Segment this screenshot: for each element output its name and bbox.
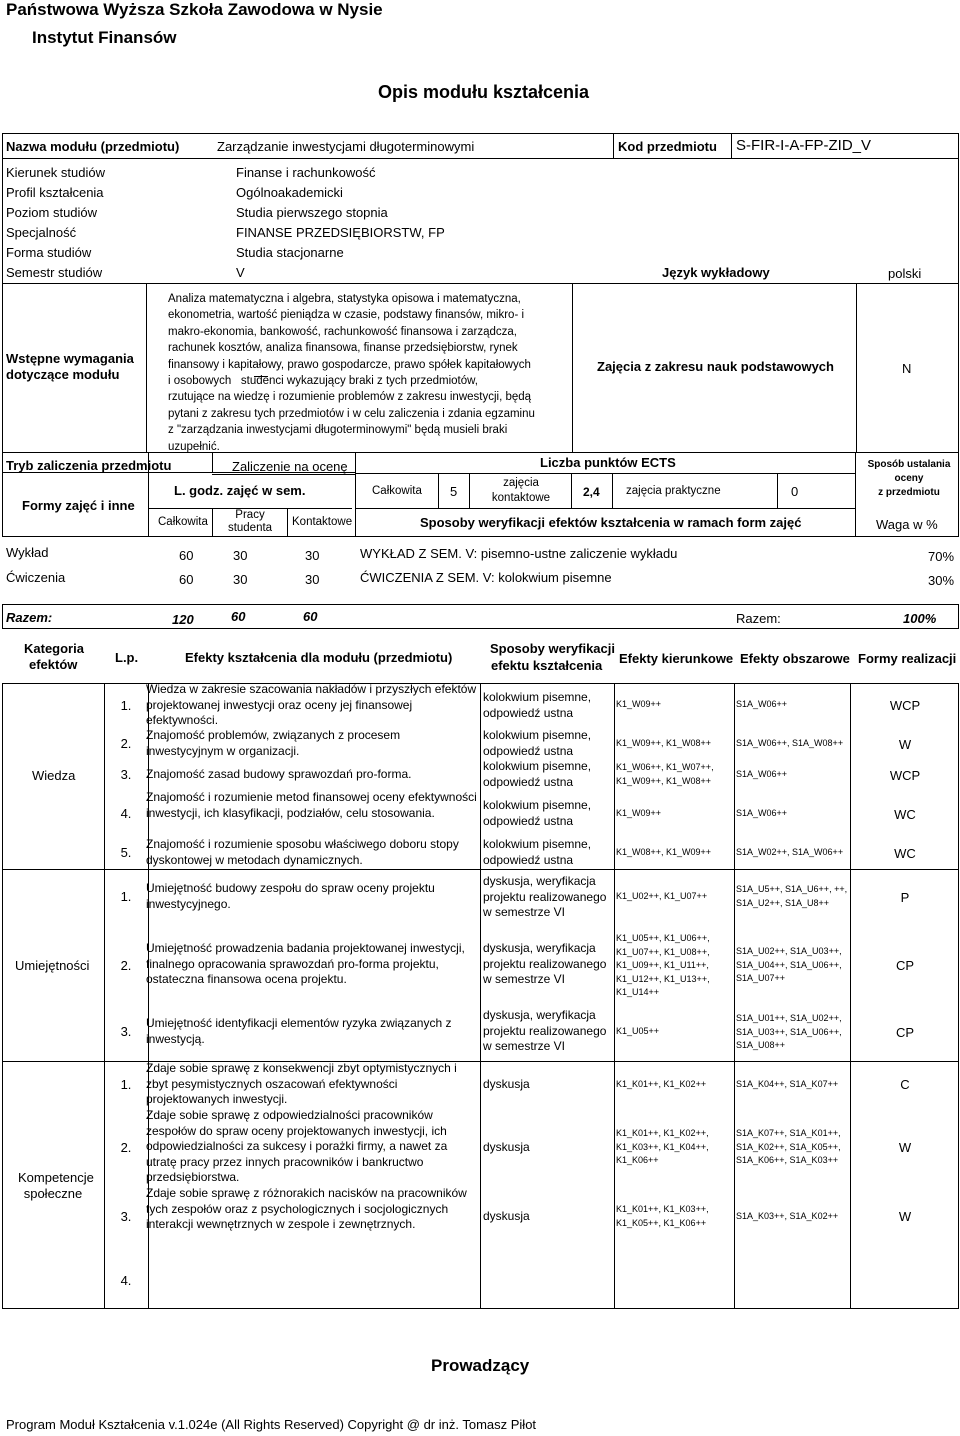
poziom-value: Studia pierwszego stopnia: [236, 205, 388, 220]
module-code-value: S-FIR-I-A-FP-ZID_V: [736, 137, 871, 154]
row-forma: WCP: [889, 768, 921, 783]
module-name-label: Nazwa modułu (przedmiotu): [6, 139, 180, 154]
row-obszarowe: S1A_K07++, S1A_K01++, S1A_K02++, S1A_K05++, S1A_K06++, S1A_K03++: [736, 1128, 841, 1165]
row-method: kolokwium pisemne, odpowiedź ustna: [483, 690, 592, 720]
category-kompetencje-1: Kompetencje: [18, 1170, 94, 1185]
row-lp: 4.: [120, 1273, 132, 1288]
col-pracy-line1: Pracy: [235, 509, 265, 521]
form-weight: 30%: [928, 573, 955, 588]
prereq-text: [168, 291, 572, 455]
document-title: Opis modułu kształcenia: [378, 82, 590, 102]
eh-efekty: Efekty kształcenia dla modułu (przedmiotu): [185, 650, 453, 665]
row-text: Znajomość zasad budowy sprawozdań pro-forma.: [146, 767, 412, 781]
row-obszarowe: S1A_K03++, S1A_K02++: [736, 1211, 839, 1221]
col-kontaktowe: Kontaktowe: [292, 516, 353, 528]
row-lp: 1.: [120, 889, 132, 904]
jezyk-value: polski: [888, 266, 922, 281]
row-forma: WCP: [889, 698, 921, 713]
prereq-line: rachunek kosztów, analiza finansowa, finanse przedsiębiorstw, rynek: [168, 342, 518, 355]
waga-header: Waga w %: [876, 517, 938, 532]
category-kompetencje-2: społeczne: [23, 1186, 83, 1201]
form-name: Wykład: [6, 545, 49, 560]
tryb-label: Tryb zaliczenia przedmiotu: [6, 458, 172, 473]
row-method: dyskusja: [483, 1140, 530, 1154]
row-forma: W: [898, 1209, 912, 1224]
row-forma: CP: [895, 1025, 915, 1040]
semestr-value: V: [236, 265, 245, 280]
kierunek-label: Kierunek studiów: [6, 165, 105, 180]
row-kierunkowe: K1_U05++, K1_U06++, K1_U07++, K1_U08++, K1_U09++, K1_U11++, K1_U12++, K1_U13++, K1_U14++: [616, 933, 710, 997]
row-text: Zdaje sobie sprawę z odpowiedzialności pracowników zespołów do spraw oceny projektowanych inwestycji, ich odpowiedzialności za sukcesy i porażki firmy, a nawet za utratę pracy przez innych pracowników i bankructwo przedsiębiorstwa.: [146, 1108, 448, 1184]
row-forma: CP: [895, 958, 915, 973]
row-forma: W: [898, 1140, 912, 1155]
row-method: dyskusja, weryfikacja projektu realizowanego w semestrze VI: [483, 941, 607, 986]
row-forma: P: [900, 890, 910, 905]
row-kierunkowe: K1_K01++, K1_K03++, K1_K05++, K1_K06++: [616, 1204, 709, 1228]
row-forma: WC: [894, 807, 916, 822]
prereq-line: z "zarządzania inwestycjami długoterminowymi" będą musieli braki: [168, 424, 508, 437]
prereq-line: makro-ekonomia, bankowość, rachunkowość finansowa i zarządcza,: [168, 325, 517, 338]
row-method: dyskusja: [483, 1077, 530, 1091]
category-wiedza: Wiedza: [32, 768, 76, 783]
eh-kategoria-1: Kategoria: [24, 641, 84, 656]
calkowita-value: 5: [450, 484, 458, 499]
eh-sposoby-2: efektu kształcenia: [491, 658, 603, 673]
form-method: ĆWICZENIA Z SEM. V: kolokwium pisemne: [360, 570, 612, 585]
row-lp: 3.: [120, 767, 132, 782]
totals-total: 120: [172, 612, 194, 627]
form-total: 60: [179, 572, 194, 587]
eh-obszarowe: Efekty obszarowe: [740, 651, 850, 666]
row-obszarowe: S1A_U5++, S1A_U6++, ++, S1A_U2++, S1A_U8++: [736, 884, 848, 908]
totals-label: Razem:: [6, 610, 53, 625]
totals-label2: Razem:: [736, 611, 781, 626]
semestr-label: Semestr studiów: [6, 265, 103, 280]
specjalnosc-label: Specjalność: [6, 225, 77, 240]
prereq-line: Analiza matematyczna i algebra, statystyka opisowa i matematyczna,: [168, 293, 521, 305]
row-method: kolokwium pisemne, odpowiedź ustna: [483, 798, 592, 828]
totals-weight: 100%: [903, 611, 937, 626]
kierunek-value: Finanse i rachunkowość: [236, 165, 376, 180]
sposob-line2: oceny: [894, 473, 924, 484]
form-method: WYKŁAD Z SEM. V: pisemno-ustne zaliczenie wykładu: [360, 546, 678, 561]
program-copyright: Program Moduł Kształcenia v.1.024e (All Rights Reserved) Copyright @ dr inż. Tomasz Piłot: [6, 1417, 537, 1432]
eh-lp: L.p.: [115, 650, 139, 665]
sposob-line3: z przedmiotu: [878, 487, 940, 498]
row-kierunkowe: K1_W09++: [616, 699, 662, 709]
form-weight: 70%: [928, 549, 955, 564]
row-obszarowe: S1A_W06++: [736, 699, 788, 709]
row-kierunkowe: K1_W09++: [616, 808, 662, 818]
row-text: Umiejętność budowy zespołu do spraw oceny projektu inwestycyjnego.: [146, 881, 435, 911]
row-kierunkowe: K1_W06++, K1_W07++, K1_W09++, K1_W08++: [616, 762, 714, 786]
row-method: dyskusja, weryfikacja projektu realizowanego w semestrze VI: [483, 1008, 607, 1053]
row-obszarowe: S1A_W06++: [736, 808, 788, 818]
zajecia-line1: zajęcia: [503, 477, 539, 489]
scope-value: N: [902, 361, 912, 376]
forma-value: Studia stacjonarne: [236, 245, 344, 260]
forma-label: Forma studiów: [6, 245, 92, 260]
row-kierunkowe: K1_W08++, K1_W09++: [616, 847, 712, 857]
methods-header: Sposoby weryfikacji efektów kształcenia w ramach form zajęć: [420, 515, 802, 530]
category-umiejetnosci: Umiejętności: [15, 958, 90, 973]
row-method: kolokwium pisemne, odpowiedź ustna: [483, 728, 592, 758]
row-kierunkowe: K1_U05++: [616, 1026, 660, 1036]
form-student: 30: [233, 572, 248, 587]
prereq-line: i osobowych studenci wykazujący braki z tych przedmiotów,: [168, 375, 478, 388]
row-obszarowe: S1A_U02++, S1A_U03++, S1A_U04++, S1A_U06++, S1A_U07++: [736, 946, 842, 983]
row-text: Zdaje sobie sprawę z konsekwencji zbyt optymistycznych i zbyt pesymistycznych oszacowań efektywności projektowanych inwestycji.: [146, 1061, 457, 1106]
row-lp: 5.: [120, 845, 132, 860]
row-forma: WC: [894, 846, 916, 861]
prereq-label-line2: dotyczące modułu: [6, 367, 120, 382]
prereq-line: pytani z zakresu tych przedmiotów i w celu zaliczenia i zdania egzaminu: [168, 407, 535, 420]
row-method: dyskusja, weryfikacja projektu realizowanego w semestrze VI: [483, 874, 607, 919]
profil-label: Profil kształcenia: [6, 185, 104, 200]
praktyczne-label: zajęcia praktyczne: [626, 485, 721, 497]
prereq-line: uzupełnić.: [168, 440, 220, 453]
row-text: Umiejętność identyfikacji elementów ryzyka związanych z inwestycją.: [146, 1016, 452, 1046]
zajecia-line2: kontaktowe: [491, 492, 551, 504]
row-forma: C: [900, 1077, 910, 1092]
institute-name: Instytut Finansów: [32, 28, 177, 47]
row-kierunkowe: K1_W09++, K1_W08++: [616, 738, 712, 748]
form-student: 30: [233, 548, 248, 563]
row-lp: 2.: [120, 958, 132, 973]
row-obszarowe: S1A_K04++, S1A_K07++: [736, 1079, 839, 1089]
form-contact: 30: [305, 548, 320, 563]
row-lp: 4.: [120, 806, 132, 821]
kontaktowe-value: 2,4: [583, 485, 600, 499]
row-obszarowe: S1A_W06++, S1A_W08++: [736, 738, 844, 748]
totals-contact: 60: [303, 609, 318, 624]
row-forma: W: [898, 737, 912, 752]
row-text: Wiedza w zakresie szacowania nakładów i przyszłych efektów projektowanej inwestycji oraz oceny jej finansowej efektywności.: [146, 682, 477, 727]
form-contact: 30: [305, 572, 320, 587]
prereq-line: rzutujące na wiedzę i rozumienie problemów z zakresu inwestycji, będą: [168, 391, 532, 404]
col-pracy-line2: studenta: [227, 522, 273, 534]
row-lp: 1.: [120, 1077, 132, 1092]
prereq-line: ekonometria, wartość pieniądza w czasie, podstawy finansów, mikro- i: [168, 309, 525, 322]
tryb-value: Zaliczenie na ocenę: [232, 459, 348, 474]
formy-label: Formy zajęć i inne: [22, 498, 135, 513]
row-obszarowe: S1A_U01++, S1A_U02++, S1A_U03++, S1A_U06++, S1A_U08++: [736, 1013, 842, 1050]
prowadzacy-heading: Prowadzący: [431, 1356, 530, 1375]
totals-student: 60: [231, 609, 246, 624]
eh-formy: Formy realizacji: [858, 651, 957, 666]
row-lp: 3.: [120, 1024, 132, 1039]
form-total: 60: [179, 548, 194, 563]
row-method: dyskusja: [483, 1209, 530, 1223]
row-text: Znajomość i rozumienie metod finansowej oceny efektywności inwestycji, ich klasyfikacji, podziałów, celu stosowania.: [146, 790, 477, 820]
row-lp: 2.: [120, 736, 132, 751]
praktyczne-value: 0: [791, 484, 799, 499]
eh-kierunkowe: Efekty kierunkowe: [619, 651, 734, 666]
row-method: kolokwium pisemne, odpowiedź ustna: [483, 837, 592, 867]
row-lp: 2.: [120, 1140, 132, 1155]
scope-label: Zajęcia z zakresu nauk podstawowych: [597, 359, 834, 374]
prereq-dash: [254, 376, 268, 377]
poziom-label: Poziom studiów: [6, 205, 98, 220]
eh-kategoria-2: efektów: [29, 657, 78, 672]
profil-value: Ogólnoakademicki: [236, 185, 343, 200]
module-name-value: Zarządzanie inwestycjami długoterminowymi: [217, 139, 475, 154]
prereq-label-line1: Wstępne wymagania: [6, 351, 134, 366]
godz-label: L. godz. zajęć w sem.: [174, 483, 306, 498]
row-kierunkowe: K1_K01++, K1_K02++: [616, 1079, 707, 1089]
col-calkowita: Całkowita: [158, 516, 208, 528]
row-lp: 3.: [120, 1209, 132, 1224]
form-name: Ćwiczenia: [6, 570, 66, 585]
prereq-line: finansowy i kapitałowy, prawo gospodarcze, prawo spółek kapitałowych: [168, 358, 531, 371]
row-text: Zdaje sobie sprawę z różnorakich nacisków na pracowników tych zespołów oraz z psychologicznych i socjologicznych interakcji wewnętrznych w zespole i zewnętrznych.: [146, 1186, 467, 1231]
row-method: kolokwium pisemne, odpowiedź ustna: [483, 759, 592, 789]
jezyk-label: Język wykładowy: [662, 265, 770, 280]
row-obszarowe: S1A_W06++: [736, 769, 788, 779]
row-obszarowe: S1A_W02++, S1A_W06++: [736, 847, 844, 857]
row-lp: 1.: [120, 698, 132, 713]
specjalnosc-value: FINANSE PRZEDSIĘBIORSTW, FP: [236, 225, 445, 240]
ects-label: Liczba punktów ECTS: [540, 455, 676, 470]
row-text: Umiejętność prowadzenia badania projektowanej inwestycji, finalnego opracowania sprawozdań pro-forma projektu, ostateczna finansowa ocena projektu.: [146, 941, 465, 986]
calkowita-label: Całkowita: [372, 485, 422, 497]
row-kierunkowe: K1_U02++, K1_U07++: [616, 891, 708, 901]
school-name: Państwowa Wyższa Szkoła Zawodowa w Nysie: [6, 0, 383, 19]
module-code-label: Kod przedmiotu: [618, 139, 717, 154]
eh-sposoby-1: Sposoby weryfikacji: [490, 641, 615, 656]
row-kierunkowe: K1_K01++, K1_K02++, K1_K03++, K1_K04++, K1_K06++: [616, 1128, 709, 1165]
row-text: Znajomość problemów, związanych z procesem inwestycyjnym w organizacji.: [146, 728, 401, 758]
sposob-line1: Sposób ustalania: [867, 459, 951, 470]
row-text: Znajomość i rozumienie sposobu właściwego doboru stopy dyskontowej w metodach dynamicznych.: [146, 837, 459, 867]
